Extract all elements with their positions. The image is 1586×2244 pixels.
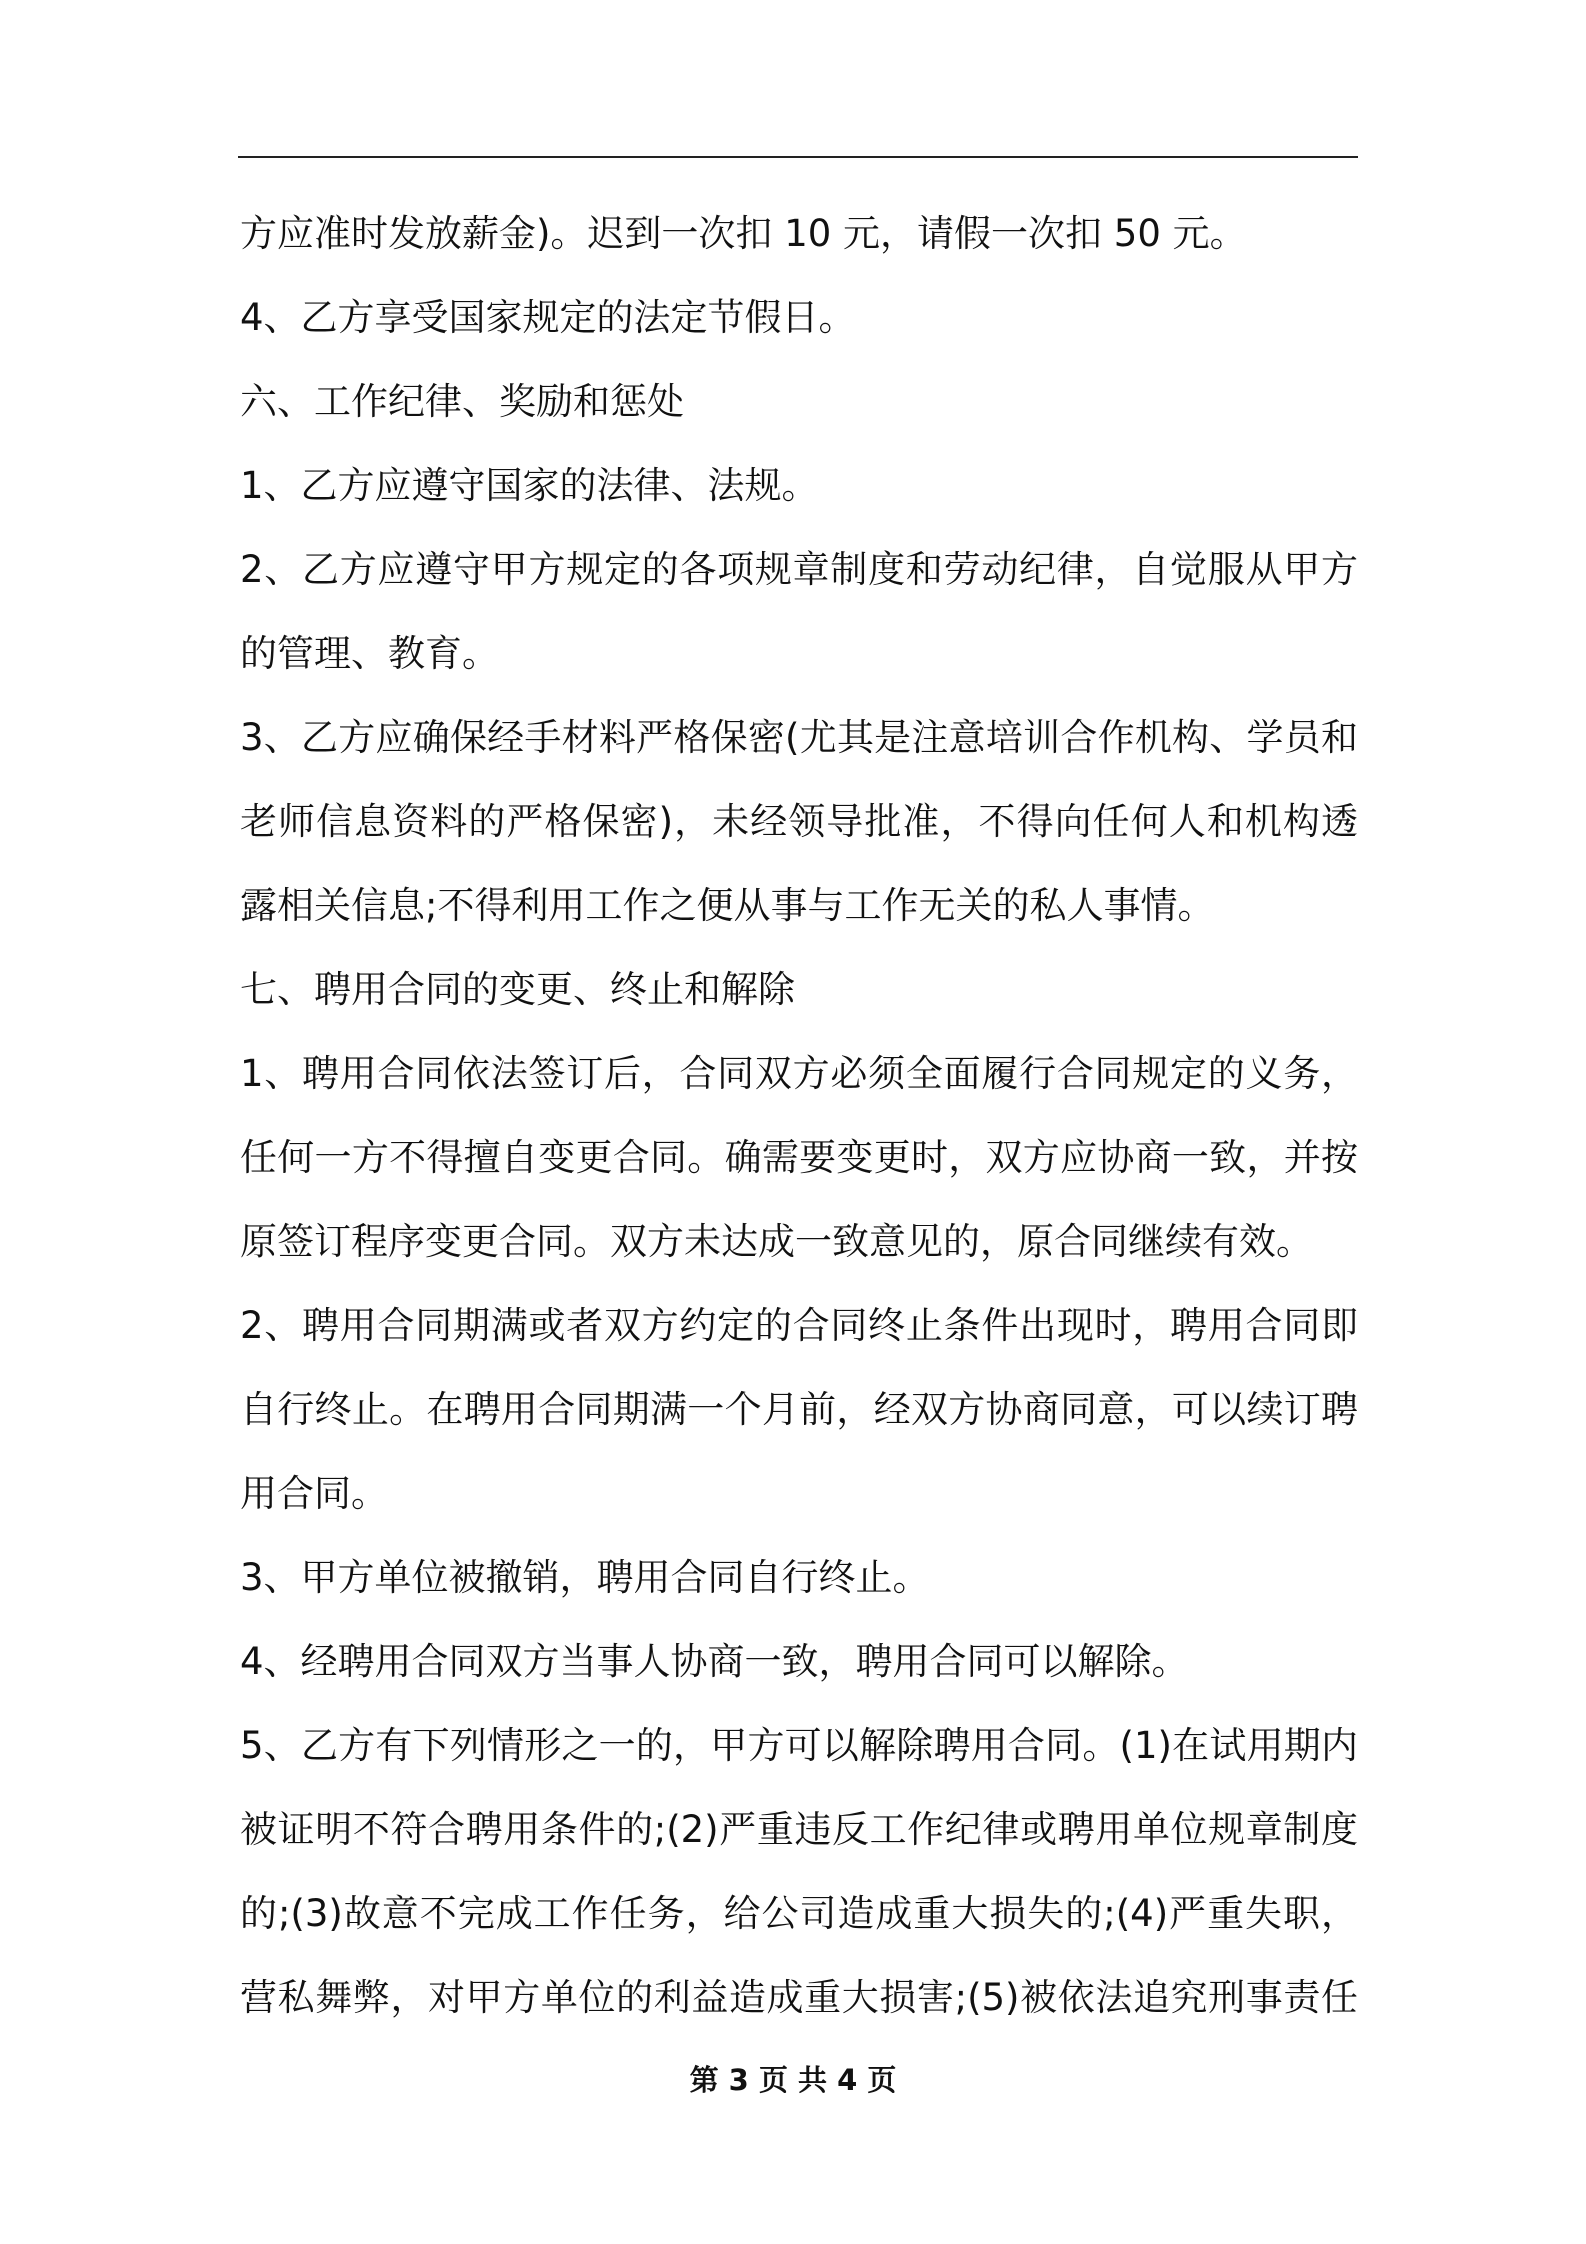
paragraph-line: 营私舞弊，对甲方单位的利益造成重大损害;(5)被依法追究刑事责任 — [240, 1976, 1358, 2019]
paragraph-line: 3、乙方应确保经手材料严格保密(尤其是注意培训合作机构、学员和 — [240, 716, 1358, 759]
paragraph-line: 2、乙方应遵守甲方规定的各项规章制度和劳动纪律，自觉服从甲方 — [240, 548, 1358, 591]
paragraph-line: 4、乙方享受国家规定的法定节假日。 — [240, 296, 856, 339]
page-number-footer: 第 3 页 共 4 页 — [689, 2063, 897, 2097]
document-body — [240, 192, 1358, 2040]
paragraph-line: 4、经聘用合同双方当事人协商一致，聘用合同可以解除。 — [240, 1640, 1189, 1683]
paragraph-line: 方应准时发放薪金)。迟到一次扣 10 元，请假一次扣 50 元。 — [240, 212, 1247, 255]
paragraph-line: 原签订程序变更合同。双方未达成一致意见的，原合同继续有效。 — [240, 1220, 1313, 1263]
paragraph-line: 的管理、教育。 — [240, 632, 499, 675]
paragraph-line: 5、乙方有下列情形之一的，甲方可以解除聘用合同。(1)在试用期内 — [240, 1724, 1358, 1767]
paragraph-line: 的;(3)故意不完成工作任务，给公司造成重大损失的;(4)严重失职， — [240, 1892, 1358, 1935]
paragraph-line: 2、聘用合同期满或者双方约定的合同终止条件出现时，聘用合同即 — [240, 1304, 1358, 1347]
paragraph-line: 露相关信息;不得利用工作之便从事与工作无关的私人事情。 — [240, 884, 1215, 927]
section-heading: 七、聘用合同的变更、终止和解除 — [240, 968, 795, 1011]
paragraph-line: 任何一方不得擅自变更合同。确需要变更时，双方应协商一致，并按 — [240, 1136, 1358, 1179]
paragraph-line: 1、乙方应遵守国家的法律、法规。 — [240, 464, 819, 507]
paragraph-line: 老师信息资料的严格保密)，未经领导批准，不得向任何人和机构透 — [240, 800, 1358, 843]
header-divider — [238, 156, 1358, 158]
paragraph-line: 1、聘用合同依法签订后，合同双方必须全面履行合同规定的义务， — [240, 1052, 1358, 1095]
paragraph-line: 3、甲方单位被撤销，聘用合同自行终止。 — [240, 1556, 930, 1599]
paragraph-line: 自行终止。在聘用合同期满一个月前，经双方协商同意，可以续订聘 — [240, 1388, 1358, 1431]
section-heading: 六、工作纪律、奖励和惩处 — [240, 380, 684, 423]
paragraph-line: 用合同。 — [240, 1472, 388, 1515]
paragraph-line: 被证明不符合聘用条件的;(2)严重违反工作纪律或聘用单位规章制度 — [240, 1808, 1358, 1851]
